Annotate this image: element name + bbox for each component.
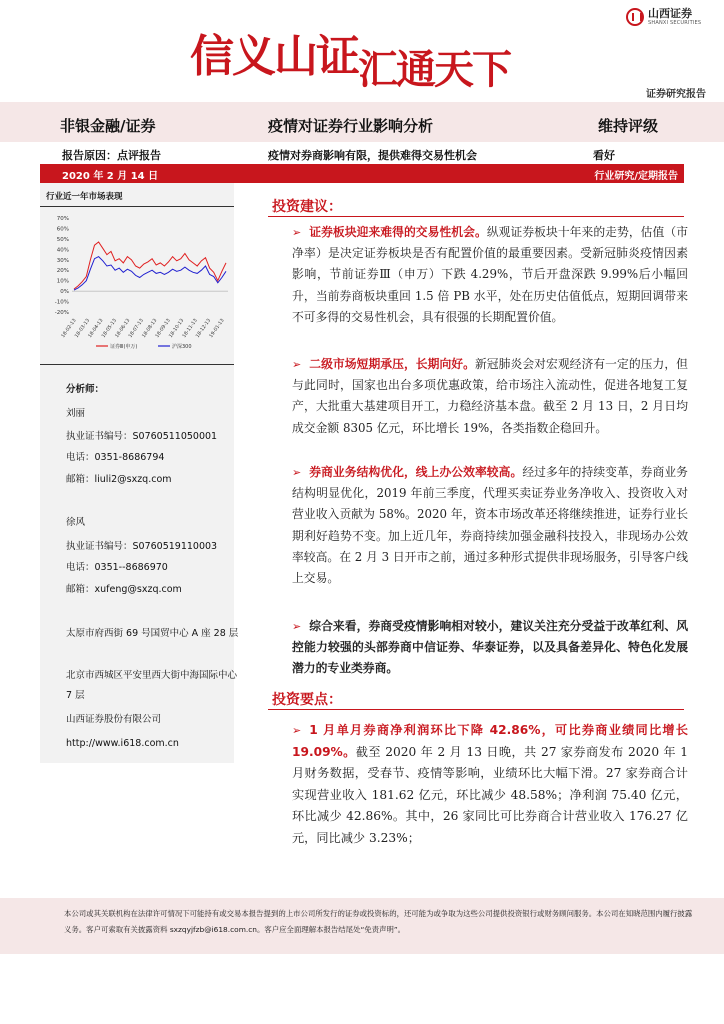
analyst1-email[interactable]: 邮箱：liuli2@sxzq.com <box>66 474 172 485</box>
paragraph-3 <box>292 462 688 589</box>
x-tick-label: 18-12-13 <box>195 318 213 339</box>
analyst2-name: 徐风 <box>66 517 86 528</box>
paragraph-2-head: 二级市场短期承压，长期向好。 <box>309 357 475 371</box>
address-beijing: 北京市西城区平安里西大街中海国际中心 7 层 <box>66 670 238 701</box>
report-reason: 报告原因：点评报告 <box>62 149 161 162</box>
y-tick-label: 0% <box>60 289 69 296</box>
paragraph-3-head: 券商业务结构优化，线上办公效率较高。 <box>309 465 523 479</box>
analyst1-cert: 执业证书编号：S0760511050001 <box>66 431 218 442</box>
x-tick-label: 18-06-13 <box>114 318 132 339</box>
bullet-arrow-icon: ➢ <box>292 358 302 371</box>
x-tick-label: 19-01-13 <box>209 318 226 339</box>
x-tick-label: 18-04-13 <box>87 318 105 339</box>
company-name: 山西证券股份有限公司 <box>66 714 162 725</box>
y-tick-label: 20% <box>56 268 69 275</box>
legend-label: 沪深300 <box>172 344 192 350</box>
points-heading: 投资要点： <box>272 692 342 708</box>
logo-icon <box>626 8 644 26</box>
logo-en-text: SHANXI SECURITIES <box>648 20 702 26</box>
company-logo <box>626 8 701 26</box>
advice-heading: 投资建议： <box>272 199 342 215</box>
x-tick-label: 18-08-13 <box>141 318 159 339</box>
paragraph-5 <box>292 720 688 850</box>
bullet-arrow-icon: ➢ <box>292 620 302 633</box>
analyst1-phone: 电话：0351-8686794 <box>66 452 165 463</box>
analyst2-phone: 电话：0351--8686970 <box>66 562 168 573</box>
report-subtitle: 疫情对券商影响有限，提供难得交易性机会 <box>268 149 477 162</box>
rating-label: 维持评级 <box>598 117 659 135</box>
paragraph-1 <box>292 222 688 328</box>
sector-label: 非银金融/证券 <box>60 117 156 135</box>
advice-rule <box>268 216 684 217</box>
disclaimer: 本公司或其关联机构在法律许可情况下可能持有或交易本报告提到的上市公司所发行的证券或投资标的，还可能为或争取为这些公司提供投资银行或财务顾问服务。本公司在知晓范围内履行披露义务。客户可索取有关披露资料 sxzqyjfzb@i618.com.cn。客户应全面理解本报告结尾处“免责声明”。 <box>64 909 693 934</box>
paragraph-2-body: 新冠肺炎会对宏观经济有一定的压力，但与此同时，国家也出台多项优惠政策，给市场注入流动性，促进各地复工复产，大批重大基建项目开工，力稳经济基本盘。截至 2 月 13 日，2 月日均成交金额 8305 亿元，环比增长 19%，各类指数企稳回升。 <box>292 357 688 435</box>
market-performance-chart <box>40 208 234 358</box>
report-title: 疫情对证券行业影响分析 <box>268 117 434 135</box>
analyst2-email[interactable]: 邮箱：xufeng@sxzq.com <box>66 584 182 595</box>
x-tick-label: 18-02-13 <box>61 318 78 339</box>
y-tick-label: 50% <box>56 236 69 243</box>
x-tick-label: 18-11-13 <box>182 318 199 339</box>
series-line-securities <box>74 242 226 289</box>
bullet-arrow-icon: ➢ <box>292 226 302 239</box>
report-type: 证券研究报告 <box>646 89 706 100</box>
y-tick-label: -20% <box>54 310 69 316</box>
y-tick-label: 70% <box>56 216 69 222</box>
series-line-hs300 <box>74 257 226 291</box>
brand-slogan-part1: 信义山证 <box>190 31 358 82</box>
address-taiyuan: 太原市府西街 69 号国贸中心 A 座 28 层 <box>66 628 239 639</box>
paragraph-5-body: 截至 2020 年 2 月 13 日晚，共 27 家券商发布 2020 年 1 月财务数据，受春节、疫情等影响，业绩环比大幅下滑。27 家券商合计实现营业收入 181.62 亿元，环比减少 48.58%；净利润 75.40 亿元，环比减少 42.86%。其中，26 家同比可比券商合计营业收入 176.27 亿元，同比减少 3.23%； <box>292 744 689 845</box>
report-category: 行业研究/定期报告 <box>594 171 678 182</box>
company-website[interactable]: http://www.i618.com.cn <box>66 738 179 749</box>
chart-title: 行业近一年市场表现 <box>46 192 123 202</box>
x-tick-label: 18-07-13 <box>128 318 145 339</box>
report-date: 2020 年 2 月 14 日 <box>62 171 159 182</box>
paragraph-1-body: 纵观证券板块十年来的走势，估值（市净率）是决定证券板块是否有配置价值的最重要因素。受新冠肺炎疫情因素影响，节前证券Ⅲ（申万）下跌 4.29%，节后开盘深跌 9.99%后小幅回升，当前券商板块重回 1.5 倍 PB 水平，处在历史估值低点，短期回调带来不可多得的交易性机会，具有很强的长期配置价值。 <box>292 225 688 324</box>
analyst1-name: 刘丽 <box>66 408 86 419</box>
date-bar <box>40 164 684 183</box>
brand-slogan-part2: 汇通天下 <box>358 46 510 93</box>
analyst2-cert: 执业证书编号：S0760519110003 <box>66 541 218 552</box>
y-tick-label: 60% <box>56 226 69 233</box>
points-rule <box>268 709 684 710</box>
paragraph-5-head: 1 月单月券商净利润环比下降 42.86%，可比券商业绩同比增长 19.09%。 <box>292 723 688 759</box>
x-tick-label: 18-03-13 <box>74 318 92 339</box>
x-tick-label: 18-10-13 <box>168 318 186 339</box>
y-tick-label: 40% <box>56 247 69 254</box>
analysts-label: 分析师： <box>66 384 105 395</box>
bullet-arrow-icon: ➢ <box>292 466 302 479</box>
y-tick-label: 10% <box>56 278 69 285</box>
chart-top-rule <box>40 206 234 207</box>
x-tick-label: 18-05-13 <box>101 318 119 339</box>
legend-label: 证券Ⅲ(申万) <box>110 344 138 350</box>
paragraph-4-body: 综合来看，券商受疫情影响相对较小，建议关注充分受益于改革红利、风控能力较强的头部券商中信证券、华泰证券，以及具备差异化、特色化发展潜力的专业类券商。 <box>292 619 688 676</box>
paragraph-1-head: 证券板块迎来难得的交易性机会。 <box>309 225 487 239</box>
bullet-arrow-icon: ➢ <box>292 724 302 737</box>
rating-value: 看好 <box>593 149 615 162</box>
y-tick-label: -10% <box>54 299 69 306</box>
paragraph-4 <box>292 616 688 680</box>
logo-cn-text: 山西证券 <box>648 7 692 20</box>
paragraph-3-body: 经过多年的持续变革，券商业务结构明显优化，2019 年前三季度，代理买卖证券业务净收入、投资收入对营业收入贡献为 58%。2020 年，资本市场改革还将继续推进，证券行业长期利好趋势不变。加上近几年，券商持续加强金融科技投入，非现场办公效率较高。在 2 月 3 日开市之前，通过多种形式提供非现场服务，引导客户线上交易。 <box>292 465 688 586</box>
y-tick-label: 30% <box>56 257 69 264</box>
x-tick-label: 18-09-13 <box>155 318 172 339</box>
paragraph-2 <box>292 354 688 439</box>
chart-bottom-rule <box>40 364 234 365</box>
brand-slogan <box>190 20 510 95</box>
